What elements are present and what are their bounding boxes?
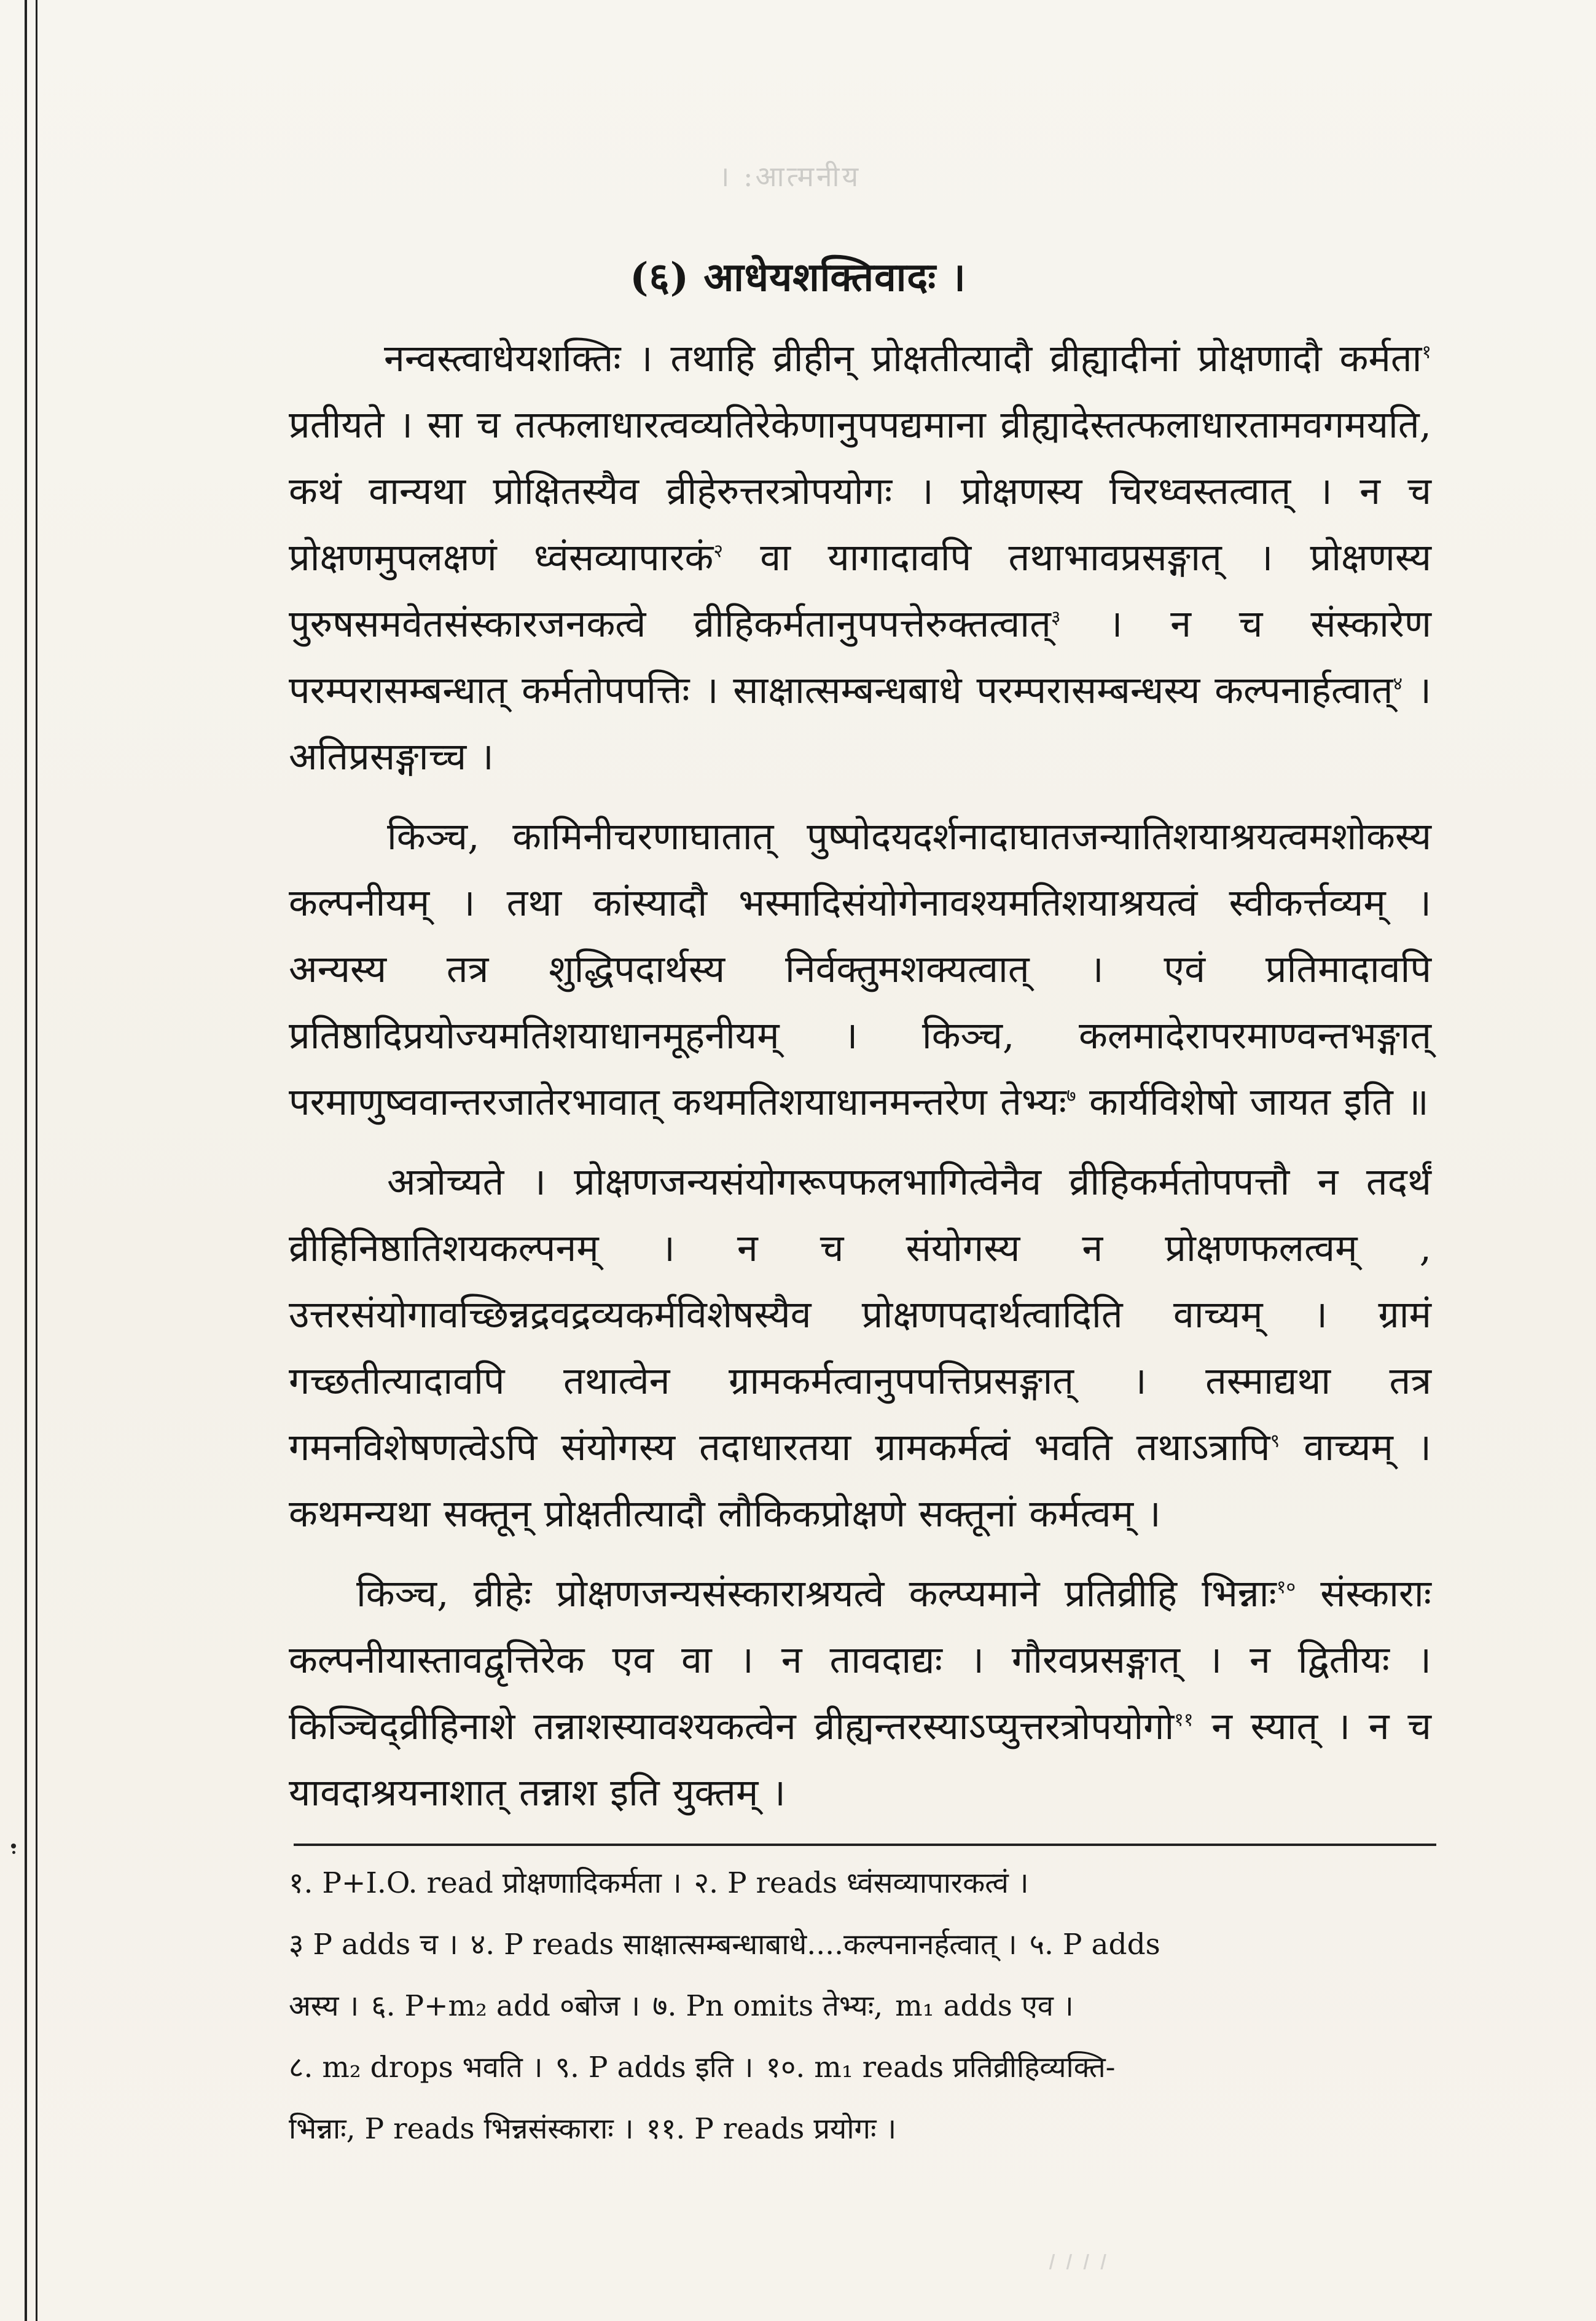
footnotes-block [289, 1853, 1438, 2160]
paragraph-text-run: संस्काराः कल्पनीयास्तावद्वृत्तिरेक एव वा । न तावदाद्यः । गौरवप्रसङ्गात् । न द्वितीयः । किञ्चिद्व्रीहिनाशे तन्नाशस्यावश्यकत्वेन व्रीह्यन्तरस्याऽप्युत्तरत्रोपयोगो [289, 1572, 1431, 1748]
paragraph-text-run: । न च संस्कारेण परम्परासम्बन्धात् कर्मतोपपत्तिः । साक्षात्सम्बन्धबाधे परम्परासम्बन्धस्य कल्पनार्हत्वात् [289, 602, 1431, 712]
footnote-entry: भिन्नाः, P reads भिन्नसंस्काराः । [289, 2112, 634, 2146]
section-heading: (६) आधेयशक्तिवादः । [630, 254, 966, 300]
footnote-entry: ३ P adds च । [289, 1928, 458, 1962]
footnote-separator-rule [294, 1844, 1436, 1846]
paragraph-2 [289, 804, 1431, 1136]
footnote-line [289, 1976, 1438, 2037]
footnote-reference-mark: ४ [1393, 673, 1403, 695]
footnote-reference-mark: ७ [1066, 1085, 1076, 1107]
footnote-entry: ११. P reads प्रयोगः । [646, 2112, 897, 2146]
footnote-reference-mark: ३ [1050, 607, 1061, 629]
footnote-line [289, 2037, 1438, 2099]
footnote-entry: अस्य । [289, 1989, 359, 2023]
paragraph-text-run: वाच्यम् । कथमन्यथा सक्तून् प्रोक्षतीत्यादौ लौकिकप्रोक्षणे सक्तूनां कर्मत्वम् । [289, 1426, 1431, 1536]
footnote-entry: ९. P adds इति । [555, 2051, 754, 2084]
footnote-entry: ८. m₂ drops भवति । [289, 2051, 543, 2084]
paragraph-4 [289, 1561, 1431, 1826]
bleed-through-text-bottom: । । । । [1044, 2247, 1105, 2276]
footnote-reference-mark: ११ [1174, 1709, 1194, 1731]
footnote-line [289, 2099, 1438, 2160]
margin-speck-small [12, 1851, 15, 1854]
paragraph-text-run: अत्रोच्यते । प्रोक्षणजन्यसंयोगरूपफलभागित्वेनैव व्रीहिकर्मतोपपत्तौ न तदर्थं व्रीहिनिष्ठातिशयकल्पनम् । न च संयोगस्य न प्रोक्षणफलत्वम् , उत्तरसंयोगावच्छिन्नद्रवद्रव्यकर्मविशेषस्यैव प्रोक्षणपदार्थत्वादिति वाच्यम् । ग्रामं गच्छतीत्यादावपि तथात्वेन ग्रामकर्मत्वानुपपत्तिप्रसङ्गात् । तस्माद्यथा तत्र गमनविशेषणत्वेऽपि संयोगस्य तदाधारतया ग्रामकर्मत्वं भवति तथाऽत्रापि [289, 1160, 1431, 1469]
paragraph-text-run: । अतिप्रसङ्गाच्च । [289, 669, 1431, 779]
footnote-reference-mark: २ [713, 540, 723, 562]
paragraph-3 [289, 1149, 1431, 1547]
footnote-entry: ५. P adds [1029, 1928, 1160, 1962]
footnote-entry: १०. m₁ reads प्रतिव्रीहिव्यक्ति- [765, 2051, 1116, 2084]
footnote-entry: ७. Pn omits तेभ्यः, [652, 1989, 883, 2023]
footnote-entry: m₁ adds एव । [895, 1989, 1074, 2023]
paragraph-text-run: कार्यविशेषो जायत इति ॥ [1076, 1080, 1429, 1124]
margin-speck [11, 1844, 16, 1848]
footnote-reference-mark: १ [1422, 341, 1431, 363]
footnote-entry: १. P+I.O. read प्रोक्षणादिकर्मता । [289, 1866, 682, 1900]
binding-edge-line-inner [36, 0, 37, 2321]
footnote-line [289, 1853, 1438, 1914]
paragraph-text-run: न स्यात् । न च यावदाश्रयनाशात् तन्नाश इति युक्तम् । [289, 1705, 1431, 1815]
bleed-through-text-top: । :आत्मनीय [719, 160, 861, 193]
main-text-body [289, 326, 1431, 1840]
paragraph-text-run: किञ्च, व्रीहेः प्रोक्षणजन्यसंस्काराश्रयत्वे कल्प्यमाने प्रतिव्रीहि भिन्नाः [356, 1572, 1277, 1616]
paragraph-1 [289, 326, 1431, 790]
footnote-reference-mark: १० [1276, 1576, 1296, 1598]
paragraph-text-run: किञ्च, कामिनीचरणाघातात् पुष्पोदयदर्शनादाघातजन्यातिशयाश्रयत्वमशोकस्य कल्पनीयम् । तथा कांस्यादौ भस्मादिसंयोगेनावश्यमतिशयाश्रयत्वं स्वीकर्त्तव्यम् । अन्यस्य तत्र शुद्धिपदार्थस्य निर्वक्तुमशक्यत्वात् । एवं प्रतिमादावपि प्रतिष्ठादिप्रयोज्यमतिशयाधानमूहनीयम् । किञ्च, कलमादेरापरमाण्वन्तभङ्गात् परमाणुष्ववान्तरजातेरभावात् कथमतिशयाधानमन्तरेण तेभ्यः [289, 815, 1431, 1124]
footnote-entry: २. P reads ध्वंसव्यापारकत्वं । [694, 1866, 1029, 1900]
footnote-reference-mark: ९ [1270, 1430, 1280, 1452]
binding-edge-line [25, 0, 27, 2321]
footnote-entry: ४. P reads साक्षात्सम्बन्धाबाधे....कल्पनानर्हत्वात् । [470, 1928, 1017, 1962]
paragraph-text-run: प्रतीयते । सा च तत्फलाधारत्वव्यतिरेकेणानुपपद्यमाना व्रीह्यादेस्तत्फलाधारतामवगमयति, कथं वान्यथा प्रोक्षितस्यैव व्रीहेरुत्तरत्रोपयोगः । प्रोक्षणस्य चिरध्वस्तत्वात् । न च प्रोक्षणमुपलक्षणं ध्वंसव्यापारकं [289, 403, 1431, 579]
footnote-line [289, 1914, 1438, 1976]
paragraph-text-run: नन्वस्त्वाधेयशक्तिः । तथाहि व्रीहीन् प्रोक्षतीत्यादौ व्रीह्यादीनां प्रोक्षणादौ कर्मता [384, 337, 1422, 380]
paragraph-text-run: वा यागादावपि तथाभावप्रसङ्गात् । प्रोक्षणस्य पुरुषसमवेतसंस्कारजनकत्वे व्रीहिकर्मतानुपपत्तेरुक्तत्वात् [289, 536, 1432, 646]
footnote-entry: ६. P+m₂ add ०बोज । [371, 1989, 641, 2023]
